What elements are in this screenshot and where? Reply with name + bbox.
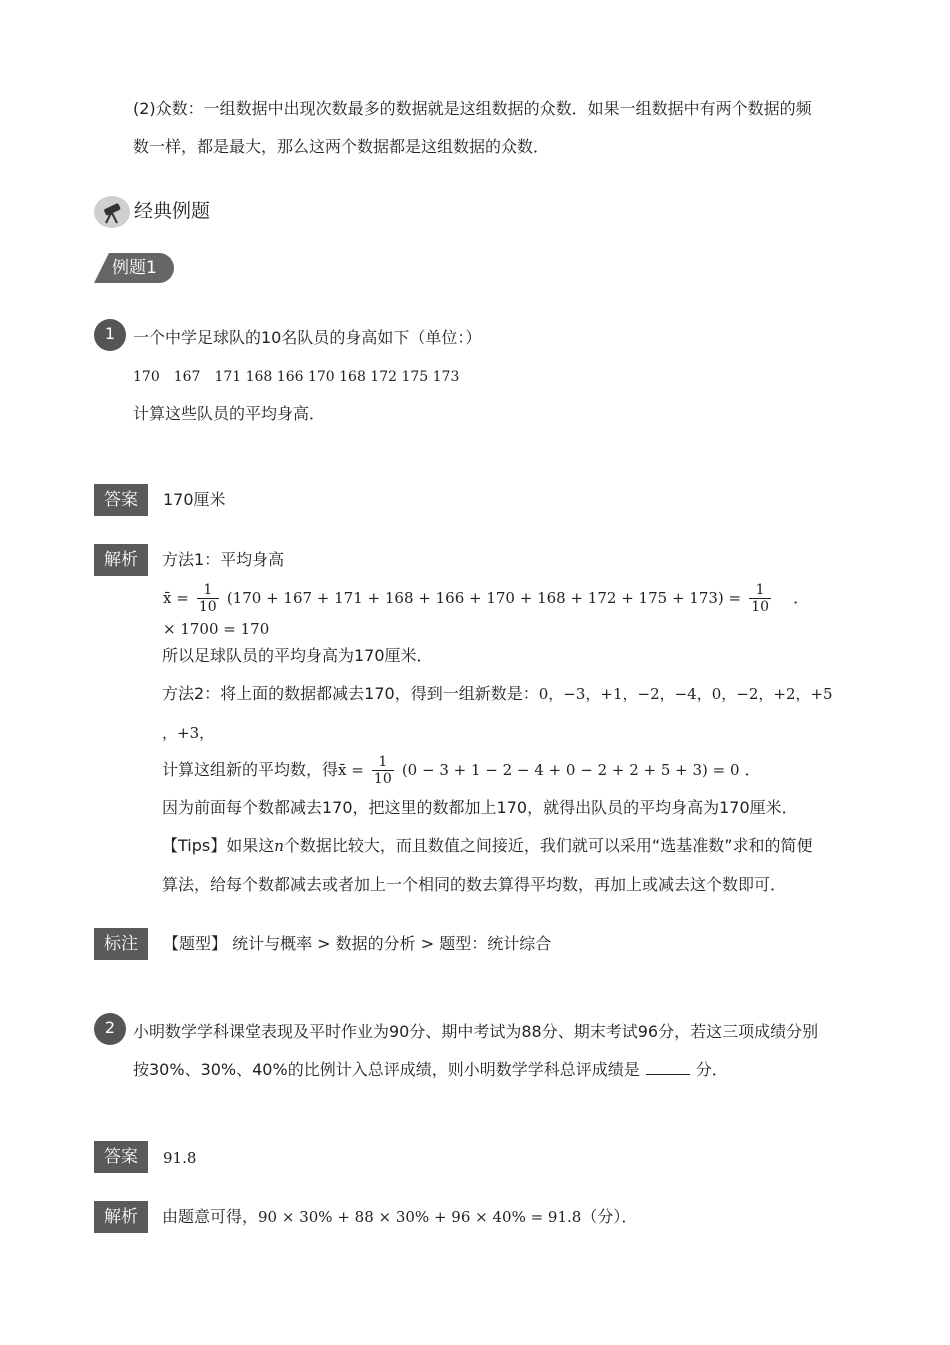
intro-line-2: 数一样，都是最大，那么这两个数据都是这组数据的众数． (133, 137, 550, 156)
method2-text: 方法2：将上面的数据都减去170，得到一组新数是： (162, 684, 539, 703)
method2-line3-text: 计算这组新的平均数，得 (162, 760, 339, 779)
tips-suffix: 个数据比较大，而且数值之间接近，我们就可以采用“选基准数”求和的简便 (283, 836, 813, 855)
intro-line-1: (2)众数：一组数据中出现次数最多的数据就是这组数据的众数．如果一组数据中有两个数据的频 (133, 99, 812, 118)
q1-method1-formula (163, 580, 809, 616)
q2-analysis-expression: 90 × 30% + 88 × 30% + 96 × 40% = 91.8 (258, 1208, 582, 1226)
q2-analysis (162, 1206, 637, 1228)
q2-line2 (133, 1059, 728, 1081)
fraction-3: $\frac{1}{10}$ (373, 754, 392, 787)
tips-prefix: 【Tips】如果这 (162, 836, 275, 855)
q1-method1-title: 方法1：平均身高 (162, 550, 285, 569)
fraction-1: $\frac{1}{10}$ (198, 582, 217, 615)
question-number-2: 2 (94, 1013, 126, 1045)
q2-line2-text: 按30%、30%、40%的比例计入总评成绩，则小明数学学科总评成绩是 (133, 1060, 640, 1079)
q1-ask: 计算这些队员的平均身高． (133, 404, 326, 423)
q1-tips-line1 (162, 835, 813, 857)
q1-method1-conclusion: 所以足球队员的平均身高为170厘米． (162, 646, 433, 665)
answer-label-2: 答案 (94, 1141, 148, 1173)
q1-method2-line4: 因为前面每个数都减去170，把这里的数都加上170，就得出队员的平均身高为170厘米． (162, 798, 798, 817)
q1-note: 【题型】 统计与概率 > 数据的分析 > 题型：统计综合 (163, 934, 552, 953)
q1-data: 170 167 171 168 166 170 168 172 175 173 (133, 369, 460, 385)
q2-analysis-suffix: （分）． (581, 1207, 638, 1226)
sum-expression: (170 + 167 + 171 + 168 + 166 + 170 + 168 + 172 + 175 + 173) = (226, 589, 742, 607)
note-label-1: 标注 (94, 928, 148, 960)
method2-expression: (0 − 3 + 1 − 2 − 4 + 0 − 2 + 2 + 5 + 3) = 0 (401, 761, 740, 779)
answer-blank[interactable] (646, 1060, 690, 1075)
method2-period: ． (744, 760, 761, 779)
question-number-1: 1 (94, 319, 126, 351)
q1-method2-line2: ，+3， (162, 724, 215, 742)
example-tab-label: 例题1 (112, 258, 157, 278)
q1-tips-line2: 算法，给每个数都减去或者加上一个相同的数去算得平均数，再加上或减去这个数即可． (162, 875, 787, 894)
telescope-icon (94, 196, 130, 228)
example-tab (94, 253, 174, 283)
answer-label-1: 答案 (94, 484, 148, 516)
analysis-label-2: 解析 (94, 1201, 148, 1233)
q2-analysis-prefix: 由题意可得， (162, 1207, 259, 1226)
section-title: 经典例题 (134, 200, 211, 222)
formula-period: ． (793, 588, 810, 607)
q1-answer: 170厘米 (163, 490, 226, 509)
q1-method2-line1 (162, 683, 833, 705)
mean-symbol-2: x̄ = (338, 761, 364, 779)
q1-method1-line2: × 1700 = 170 (163, 620, 270, 638)
q2-answer: 91.8 (163, 1149, 197, 1167)
q1-text: 一个中学足球队的10名队员的身高如下（单位：） (133, 328, 482, 347)
q2-line1: 小明数学学科课堂表现及平时作业为90分、期中考试为88分、期末考试96分，若这三项成绩分别 (133, 1022, 819, 1041)
tips-variable: n (274, 837, 284, 855)
q2-line2-end: 分． (695, 1060, 728, 1079)
method2-values: 0，−3，+1，−2，−4，0，−2，+2，+5 (538, 685, 833, 703)
analysis-label-1: 解析 (94, 544, 148, 576)
fraction-2: $\frac{1}{10}$ (751, 582, 770, 615)
q1-method2-line3 (162, 752, 761, 788)
mean-symbol: x̄ = (163, 589, 189, 607)
